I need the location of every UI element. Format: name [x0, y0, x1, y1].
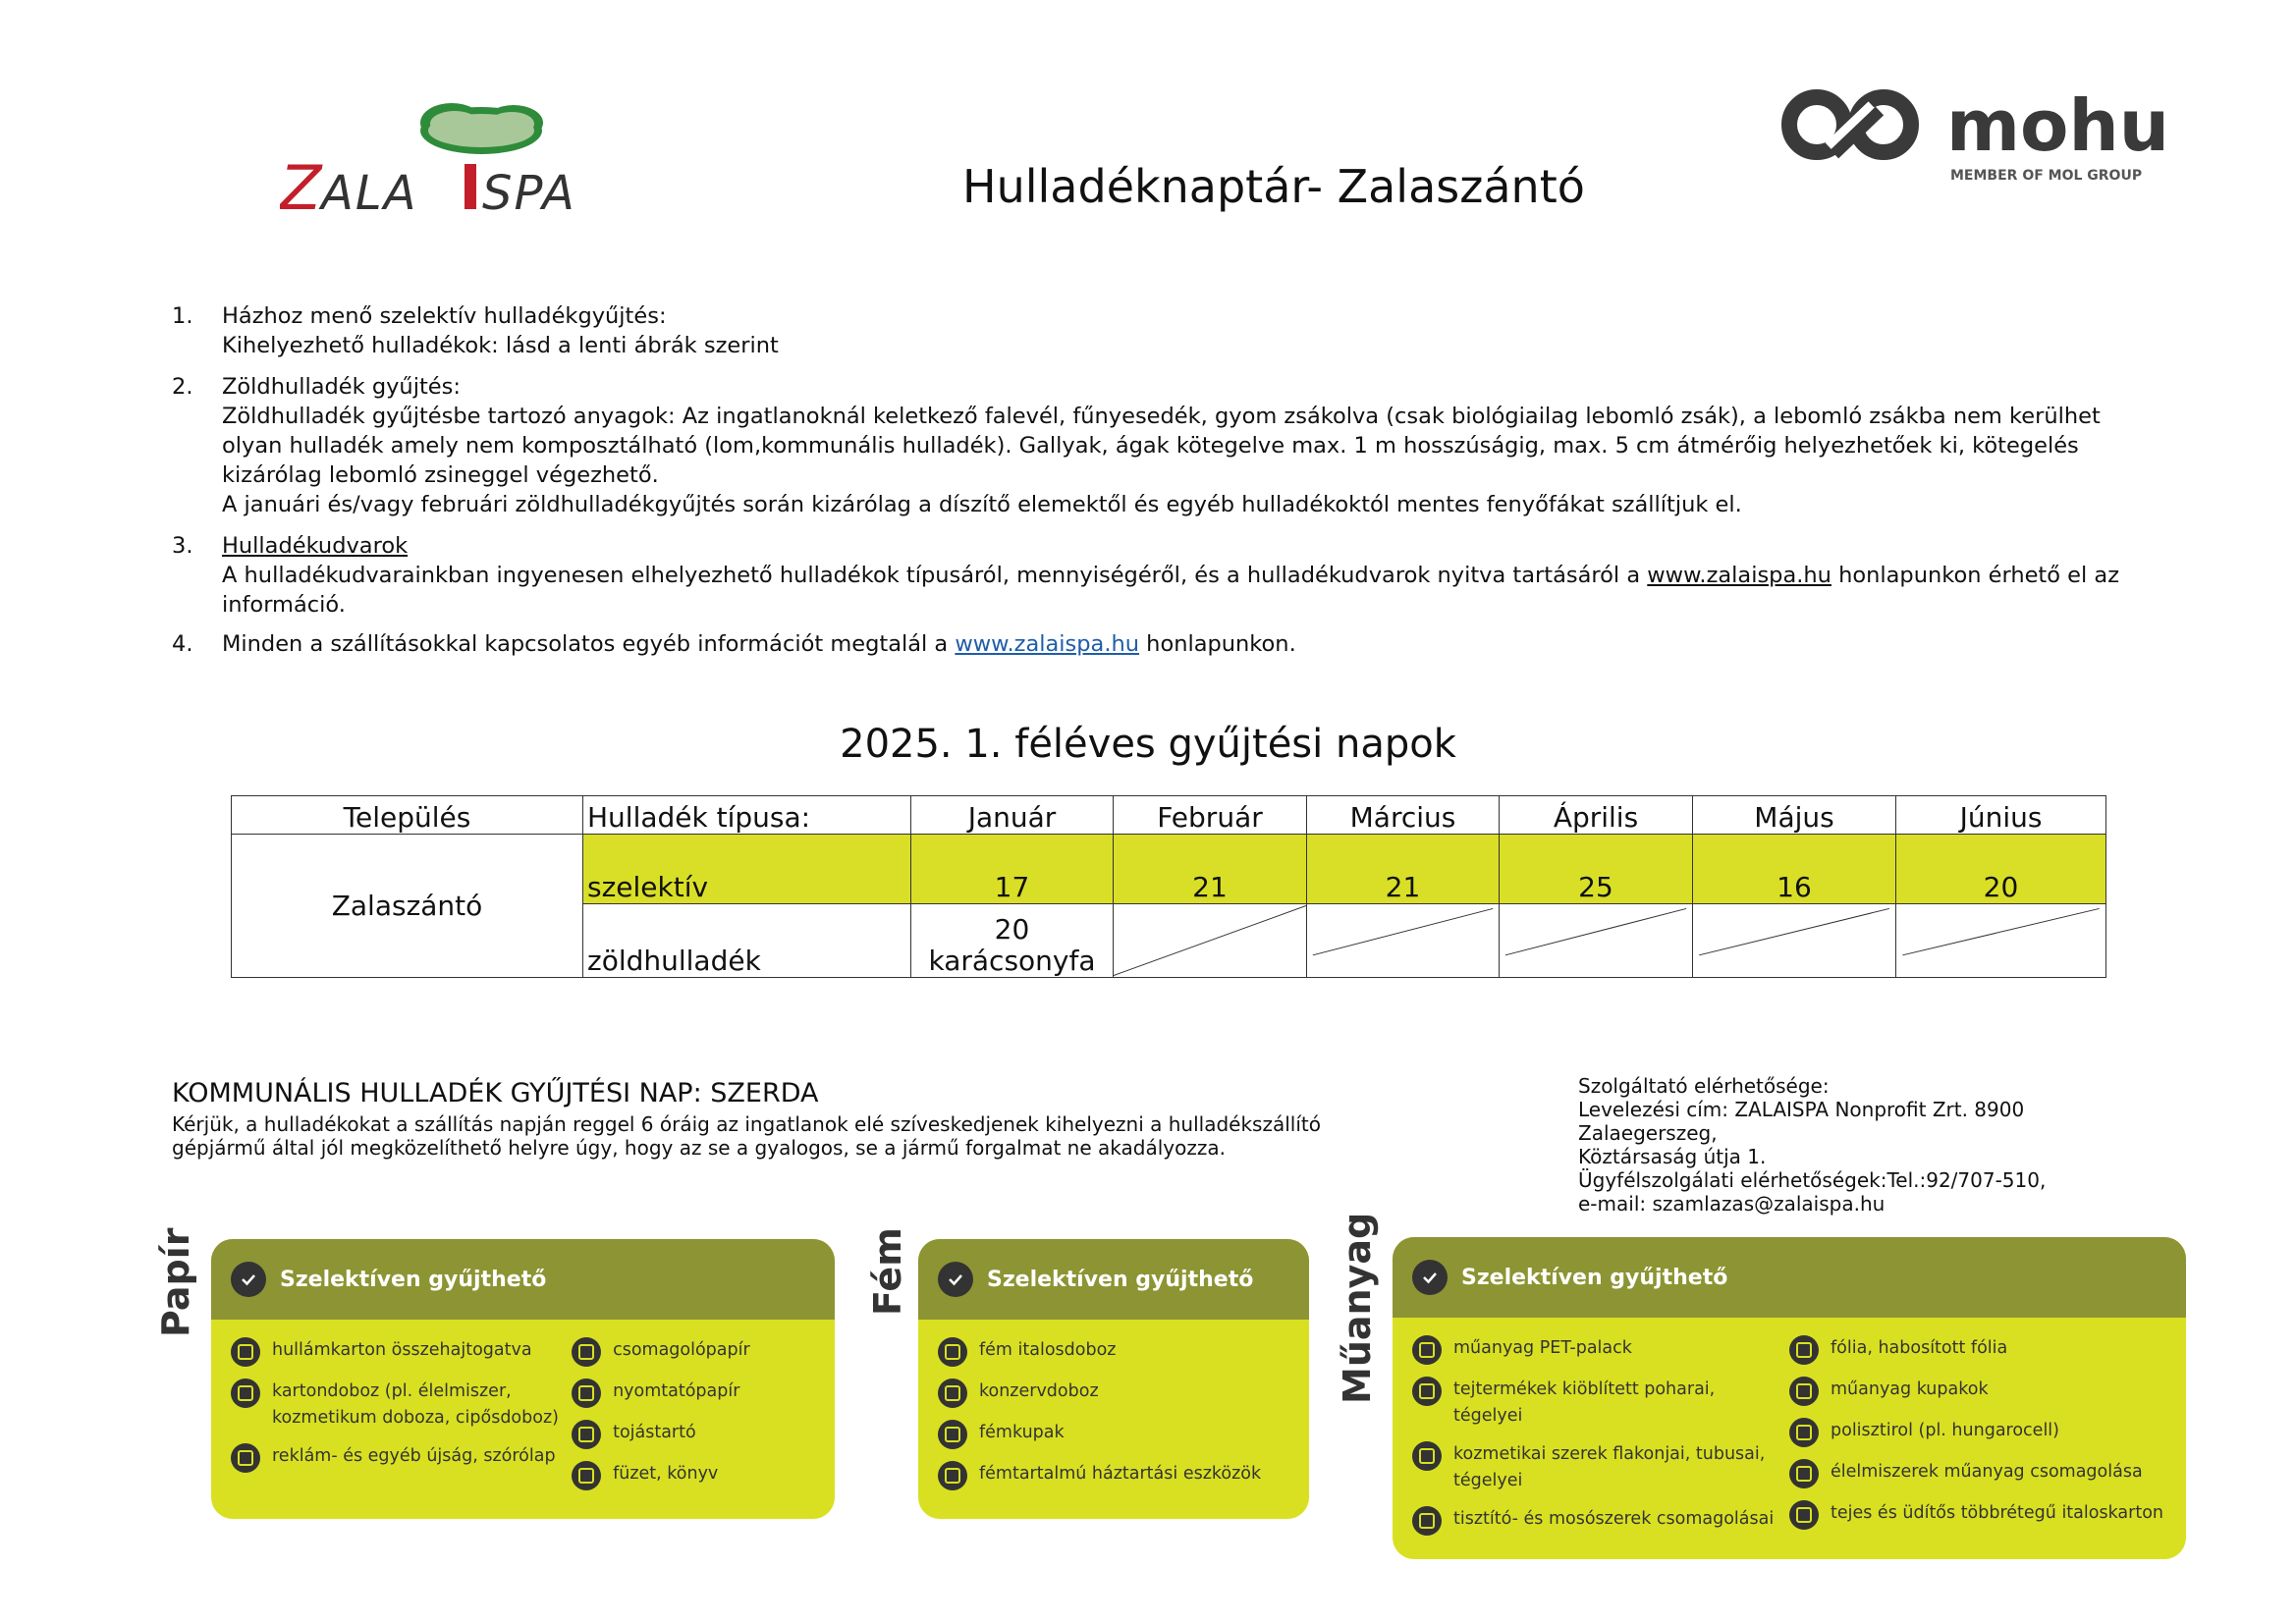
list-item: műanyag kupakok [1789, 1377, 2166, 1406]
zalaispa-logo [280, 93, 614, 221]
wrapping-paper-icon [572, 1337, 601, 1367]
foil-icon [1789, 1335, 1819, 1365]
list-item: füzet, könyv [572, 1461, 815, 1490]
col-header: Település [232, 796, 583, 835]
list-item: tejtermékek kiöblített poharai, tégelyei [1412, 1377, 1789, 1430]
info-heading: Zöldhulladék gyűjtés: [222, 374, 461, 400]
empty-cell [1500, 904, 1693, 978]
tin-can-icon [938, 1379, 967, 1408]
svg-text:SPA: SPA [482, 166, 576, 221]
date-cell: 25 [1500, 835, 1693, 904]
info-heading: Hulladékudvarok [222, 533, 409, 559]
list-item: fólia, habosított fólia [1789, 1335, 2166, 1365]
empty-cell [1896, 904, 2106, 978]
list-item: kozmetikai szerek flakonjai, tubusai, tégelyei [1412, 1441, 1789, 1494]
printer-paper-icon [572, 1379, 601, 1408]
col-header: Március [1307, 796, 1500, 835]
list-item: polisztirol (pl. hungarocell) [1789, 1418, 2166, 1447]
waste-type-cell: zöldhulladék [583, 904, 911, 978]
cardboard-icon [231, 1337, 260, 1367]
detergent-icon [1412, 1506, 1442, 1536]
waste-type-cell: szelektív [583, 835, 911, 904]
list-item: fémtartalmú háztartási eszközök [938, 1461, 1289, 1490]
info-heading: Házhoz menő szelektív hulladékgyűjtés: [222, 303, 667, 329]
info-item-3: 3. Hulladékudvarok A hulladékudvarainkban ingyenesen elhelyezhető hulladékok típusáról, mennyiségéről, és a hulladékudvarok nyitva tartásáról a www.zalaispa.hu honlapunkon érhető el az információ. [172, 531, 2165, 620]
polystyrene-icon [1789, 1418, 1819, 1447]
muanyag-card [1393, 1237, 2186, 1559]
svg-text:MEMBER OF MOL GROUP: MEMBER OF MOL GROUP [1950, 168, 2143, 184]
info-text: Minden a szállításokkal kapcsolatos egyéb információt megtalál a www.zalaispa.hu honlapunkon. [222, 631, 1296, 657]
list-item: hullámkarton összehajtogatva [231, 1337, 572, 1367]
list-item: tojástartó [572, 1420, 815, 1449]
drink-carton-icon [1789, 1500, 1819, 1530]
book-icon [572, 1461, 601, 1490]
col-header: Hulladék típusa: [583, 796, 911, 835]
tools-icon [938, 1461, 967, 1490]
list-item: fém italosdoboz [938, 1337, 1289, 1367]
svg-text:Z: Z [280, 152, 322, 221]
list-item: tisztító- és mosószerek csomagolásai [1412, 1506, 1789, 1536]
date-cell: 20 [1896, 835, 2106, 904]
papir-card [211, 1239, 835, 1519]
newspaper-icon [231, 1443, 260, 1473]
schedule-title: 2025. 1. féléves gyűjtési napok [840, 722, 1456, 767]
list-item: fémkupak [938, 1420, 1289, 1449]
egg-carton-icon [572, 1420, 601, 1449]
zalaispa-link[interactable]: www.zalaispa.hu [955, 631, 1140, 657]
card-header-label: Szelektíven gyűjthető [1461, 1265, 1728, 1290]
check-icon [938, 1262, 973, 1297]
col-header: Június [1896, 796, 2106, 835]
cosmetics-icon [1412, 1441, 1442, 1471]
list-item: élelmiszerek műanyag csomagolása [1789, 1459, 2166, 1488]
svg-text:ALA: ALA [321, 166, 418, 221]
food-packaging-icon [1789, 1459, 1819, 1488]
date-cell: 17 [911, 835, 1114, 904]
svg-text:mohu: mohu [1946, 84, 2170, 167]
schedule-table [231, 795, 2106, 978]
col-header: Január [911, 796, 1114, 835]
list-item: nyomtatópapír [572, 1379, 815, 1408]
info-text: A hulladékudvarainkban ingyenesen elhelyezhető hulladékok típusáról, mennyiségéről, és a hulladékudvarok nyitva tartásáról a www.zalaispa.hu honlapunkon érhető el az információ. [222, 563, 2120, 618]
communal-title: KOMMUNÁLIS HULLADÉK GYŰJTÉSI NAP: SZERDA [172, 1078, 819, 1108]
list-item: műanyag PET-palack [1412, 1335, 1789, 1365]
info-item-1: 1. Házhoz menő szelektív hulladékgyűjtés: Kihelyezhető hulladékok: lásd a lenti ábrák szerint [172, 301, 2165, 360]
info-item-2: 2. Zöldhulladék gyűjtés: Zöldhulladék gyűjtésbe tartozó anyagok: Az ingatlanoknál keletkező falevél, fűnyesedék, gyom zsákolva (csak biológiailag lebomló zsák), a lebomló zsákba nem kerülhet olyan hulladék amely nem komposztálható (lom,kommunális hulladék). Gallyak, ágak kötegelve max. 1 m hosszúságig, max. 5 cm átmérőig helyezhetőek ki, kötegelés kizárólag lebomló zsineggel végezhető. A januári és/vagy februári zöldhulladékgyűjtés során kizárólag a díszítő elemektől és egyéb hulladékoktól mentes fenyőfákat szállítjuk el. [172, 372, 2165, 519]
place-cell: Zalaszántó [232, 835, 583, 978]
date-cell: 21 [1114, 835, 1307, 904]
provider-contact: Szolgáltató elérhetősége: Levelezési cím: ZALAISPA Nonprofit Zrt. 8900 Zalaegerszeg, Köztársaság útja 1. Ügyfélszolgálati elérhetőségek:Tel.:92/707-510, e-mail: szamlazas@zalaispa.hu [1578, 1074, 2047, 1216]
info-text: Zöldhulladék gyűjtésbe tartozó anyagok: Az ingatlanoknál keletkező falevél, fűnyesedék, gyom zsákolva (csak biológiailag lebomló zsák), a lebomló zsákba nem kerülhet olyan hulladék amely nem komposztálható (lom,kommunális hulladék). Gallyak, ágak kötegelve max. 1 m hosszúságig, max. 5 cm átmérőig helyezhetőek ki, kötegelés kizárólag lebomló zsineggel végezhető. [222, 404, 2101, 488]
can-icon [938, 1337, 967, 1367]
empty-cell [1114, 904, 1307, 978]
list-item: kartondoboz (pl. élelmiszer, kozmetikum doboza, cipősdoboz) [231, 1379, 572, 1432]
zalaispa-link[interactable]: www.zalaispa.hu [1647, 563, 1831, 588]
col-header: Február [1114, 796, 1307, 835]
date-cell: 20 karácsonyfa [911, 904, 1114, 978]
card-header-label: Szelektíven gyűjthető [280, 1267, 547, 1292]
pet-bottle-icon [1412, 1335, 1442, 1365]
list-item: reklám- és egyéb újság, szórólap [231, 1443, 572, 1473]
papir-label: Papír [154, 1227, 197, 1337]
table-header-row [232, 796, 2106, 835]
empty-cell [1307, 904, 1500, 978]
bottle-cap-icon [938, 1420, 967, 1449]
plastic-cap-icon [1789, 1377, 1819, 1406]
col-header: Április [1500, 796, 1693, 835]
page-title: Hulladéknaptár- Zalaszántó [962, 160, 1585, 213]
fem-label: Fém [866, 1227, 909, 1316]
communal-text: Kérjük, a hulladékokat a szállítás napján reggel 6 óráig az ingatlanok elé szíveskedjenek kihelyezni a hulladékszállító gépjármű által jól megközelíthető helyre úgy, hogy az se a gyalogos, se a jármű forgalmat ne akadályozza. [172, 1112, 1321, 1160]
table-row [232, 835, 2106, 904]
list-item: konzervdoboz [938, 1379, 1289, 1408]
col-header: Május [1693, 796, 1896, 835]
date-cell: 16 [1693, 835, 1896, 904]
info-text: Kihelyezhető hulladékok: lásd a lenti ábrák szerint [222, 333, 779, 358]
muanyag-label: Műanyag [1336, 1212, 1379, 1404]
fem-card [918, 1239, 1309, 1519]
card-header-label: Szelektíven gyűjthető [987, 1267, 1254, 1292]
list-item: tejes és üdítős többrétegű italoskarton [1789, 1500, 2166, 1530]
info-item-4: 4. Minden a szállításokkal kapcsolatos egyéb információt megtalál a www.zalaispa.hu honlapunkon. [172, 629, 2165, 659]
empty-cell [1693, 904, 1896, 978]
check-icon [1412, 1260, 1448, 1295]
box-icon [231, 1379, 260, 1408]
list-item: csomagolópapír [572, 1337, 815, 1367]
yogurt-cup-icon [1412, 1377, 1442, 1406]
mohu-logo [1777, 83, 2170, 191]
date-cell: 21 [1307, 835, 1500, 904]
check-icon [231, 1262, 266, 1297]
info-text: A januári és/vagy februári zöldhulladékgyűjtés során kizárólag a díszítő elemektől és egyéb hulladékoktól mentes fenyőfákat szállítjuk el. [222, 492, 1742, 517]
